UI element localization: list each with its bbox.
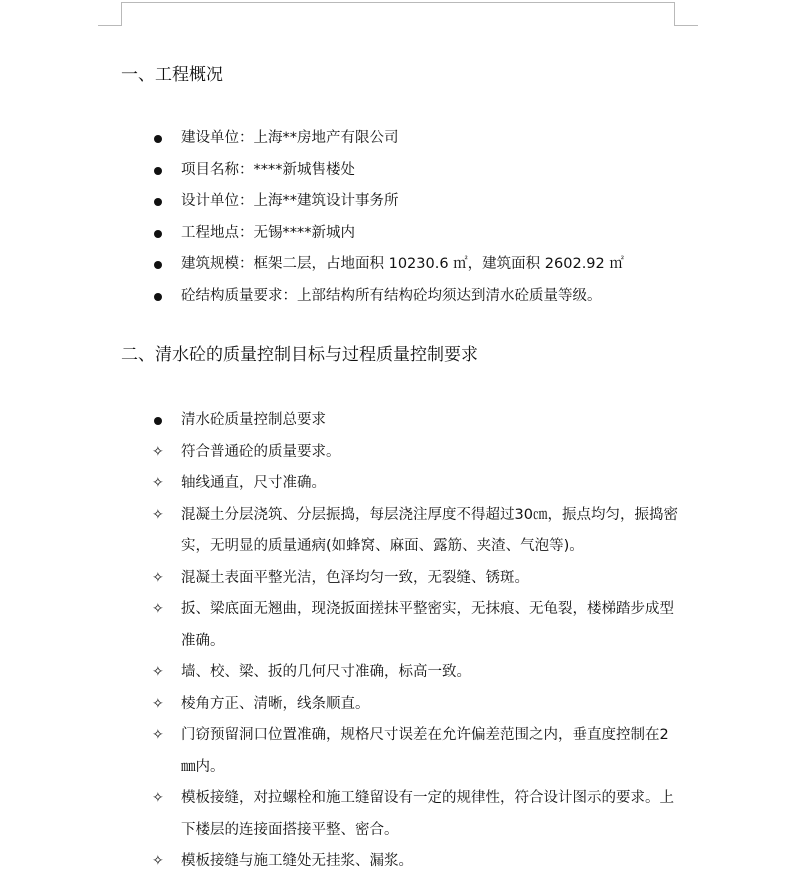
bullet-icon (154, 230, 162, 238)
list-item-text: 轴线通直，尺寸准确。 (181, 475, 326, 491)
diamond-bullet-icon: ✧ (152, 601, 164, 617)
list-item-text: 建设单位：上海**房地产有限公司 (181, 130, 399, 146)
list-item-text: 门窃预留洞口位置准确，规格尺寸误差在允许偏差范围之内，垂直度控制在2㎜内。 (181, 727, 669, 775)
list-item-text: 混凝土分层浇筑、分层振捣，每层浇注厚度不得超过30㎝，振点均匀，振捣密实，无明显的质量通病(如蜂窝、麻面、露筋、夹渣、气泡等)。 (181, 506, 678, 554)
list-item (0, 594, 795, 657)
list-item (0, 123, 795, 155)
list-item (0, 218, 795, 250)
list-item-text: 棱角方正、清晰，线条顺直。 (181, 695, 370, 712)
list-item-text: 模板接缝，对拉螺栓和施工缝留设有一定的规律性，符合设计图示的要求。上下楼层的连接面搭接平整、密合。 (181, 790, 674, 838)
list-item (0, 405, 795, 437)
diamond-bullet-icon: ✧ (152, 443, 164, 460)
section-heading-overview: 一、工程概况 (121, 65, 223, 85)
list-item (0, 563, 795, 595)
list-item-text: 扳、梁底面无翘曲，现浇扳面搓抹平整密实，无抹痕、无龟裂，楼梯踏步成型准确。 (181, 601, 674, 649)
list-item-text: 混凝土表面平整光洁，色泽均匀一致，无裂缝、锈斑。 (181, 569, 529, 586)
crop-mark-left-horizontal (98, 25, 122, 26)
quality-requirements-list (0, 405, 795, 878)
bullet-icon (154, 167, 162, 175)
list-item (0, 689, 795, 721)
bullet-icon (154, 135, 162, 143)
list-item (0, 437, 795, 469)
list-item-text: 项目名称：****新城售楼处 (181, 161, 355, 178)
list-item (0, 186, 795, 218)
diamond-bullet-icon: ✧ (152, 506, 164, 523)
list-item (0, 468, 795, 500)
list-item (0, 783, 795, 846)
diamond-bullet-icon: ✧ (152, 695, 164, 712)
diamond-bullet-icon: ✧ (152, 569, 164, 586)
list-item-text: 清水砼质量控制总要求 (181, 412, 326, 428)
bullet-icon (154, 198, 162, 206)
diamond-bullet-icon: ✧ (152, 664, 164, 680)
list-item-text: 工程地点：无锡****新城内 (181, 224, 355, 241)
diamond-bullet-icon: ✧ (152, 475, 164, 491)
section-heading-quality-control: 二、清水砼的质量控制目标与过程质量控制要求 (121, 345, 478, 365)
diamond-bullet-icon: ✧ (152, 853, 164, 869)
list-item (0, 249, 795, 281)
list-item (0, 500, 795, 563)
crop-mark-right-horizontal (674, 25, 698, 26)
list-item (0, 281, 795, 313)
crop-mark-left-vertical (121, 2, 122, 26)
page-top-border (121, 2, 675, 3)
diamond-bullet-icon: ✧ (152, 727, 164, 743)
list-item (0, 657, 795, 689)
list-item (0, 155, 795, 187)
list-item (0, 846, 795, 878)
list-item-text: 设计单位：上海**建筑设计事务所 (181, 193, 399, 209)
list-item-text: 砼结构质量要求：上部结构所有结构砼均须达到清水砼质量等级。 (181, 287, 602, 304)
diamond-bullet-icon: ✧ (152, 790, 164, 806)
bullet-icon (154, 417, 162, 425)
crop-mark-right-vertical (674, 2, 675, 26)
bullet-icon (154, 261, 162, 269)
list-item-text: 建筑规模：框架二层，占地面积 10230.6 ㎡，建筑面积 2602.92 ㎡ (181, 256, 624, 272)
list-item-text: 模板接缝与施工缝处无挂浆、漏浆。 (181, 853, 413, 869)
list-item-text: 墙、校、梁、扳的几何尺寸准确，标高一致。 (181, 664, 471, 680)
list-item (0, 720, 795, 783)
list-item-text: 符合普通砼的质量要求。 (181, 443, 341, 460)
overview-list (0, 123, 795, 312)
bullet-icon (154, 293, 162, 301)
